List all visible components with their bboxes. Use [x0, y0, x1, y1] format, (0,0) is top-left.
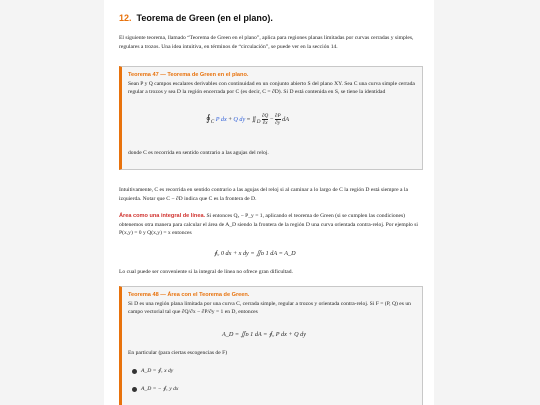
- bullet-icon: [132, 387, 137, 392]
- theorem-48-title: Teorema 48 — Área con el Teorema de Green.: [128, 292, 250, 298]
- theorem-47-box: [119, 66, 423, 170]
- paragraph-area: [119, 212, 425, 238]
- theorem-48-particular: En particular (para ciertas escogencias de F): [128, 350, 228, 356]
- theorem-47-body: Sean P y Q campos escalares derivables con continuidad en un conjunto abierto S del plano XY. Sea C una curva simple cerrada regular a trozos y sea D la región encerrada por C (es decir, C = ∂D). Si D está contenida en S, se tiene la identidad: [128, 80, 415, 96]
- theorem-48-box: [119, 286, 423, 405]
- theorem-48-equation: A_D = ∬ᴅ 1 dA = ∮꜀ P dx + Q dy: [222, 331, 306, 338]
- section-title: [119, 14, 273, 23]
- paragraph-convenience: Lo cual puede ser conveniente si la integral de línea no ofrece gran dificultad.: [119, 269, 293, 275]
- area-formula-item-2: A_D = − ∮꜀ y dx: [132, 385, 178, 394]
- theorem-48-body: Si D es una región plana limitada por una curva C, cerrada simple, regular a trozos y orientada contra-reloj. Si F = (P, Q) es un campo vectorial tal que ∂Q/∂x − ∂P/∂y = 1 en D, entonces: [128, 300, 411, 316]
- area-formula-item-1: A_D = ∮꜀ x dy: [132, 367, 173, 376]
- bullet-icon: [132, 369, 137, 374]
- document-page: [104, 0, 434, 405]
- section-title-text: Teorema de Green (en el plano).: [136, 13, 273, 23]
- area-label: Área como una integral de línea.: [119, 213, 206, 219]
- area-equation: ∮꜀ 0 dx + x dy = ∬ᴅ 1 dA = A_D: [214, 250, 296, 257]
- paragraph-orientation: Intuitivamente, C es recorrida en sentido contrario a las agujas del reloj si al caminar a lo largo de C la región D está siempre a la izquierda. Notar que C − ∂D indica que C es la frontera de D.: [119, 187, 408, 202]
- intro-paragraph: El siguiente teorema, llamado “Teorema de Green en el plano”, aplica para regiones planas limitadas por curvas cerradas y simples, regulares a trozos. Una idea intuitiva, en términos de “circulación”, se puede ver en la sección 14.: [119, 35, 414, 50]
- green-identity-equation: $∮_C$ P dx + Q dy = $∬_D \frac{\partial Q}{\partial x}$ − $\frac{\partial P}{\partial y}$ dA: [206, 112, 290, 126]
- area-text: Si entonces Qₓ − P_y = 1, aplicando el teorema de Green (si se cumplen las condiciones) obtenemos otra manera para calcular el área de A_D siendo la frontera de la región D una curva orientada contra-reloj. Por ejemplo si P(x,y) = 0 y Q(x,y) = x entonces: [119, 213, 418, 237]
- theorem-47-title: Teorema 47 — Teorema de Green en el plano.: [128, 72, 249, 78]
- section-number: 12.: [119, 13, 132, 23]
- theorem-47-note: donde C es recorrida en sentido contrario a las agujas del reloj.: [128, 150, 269, 156]
